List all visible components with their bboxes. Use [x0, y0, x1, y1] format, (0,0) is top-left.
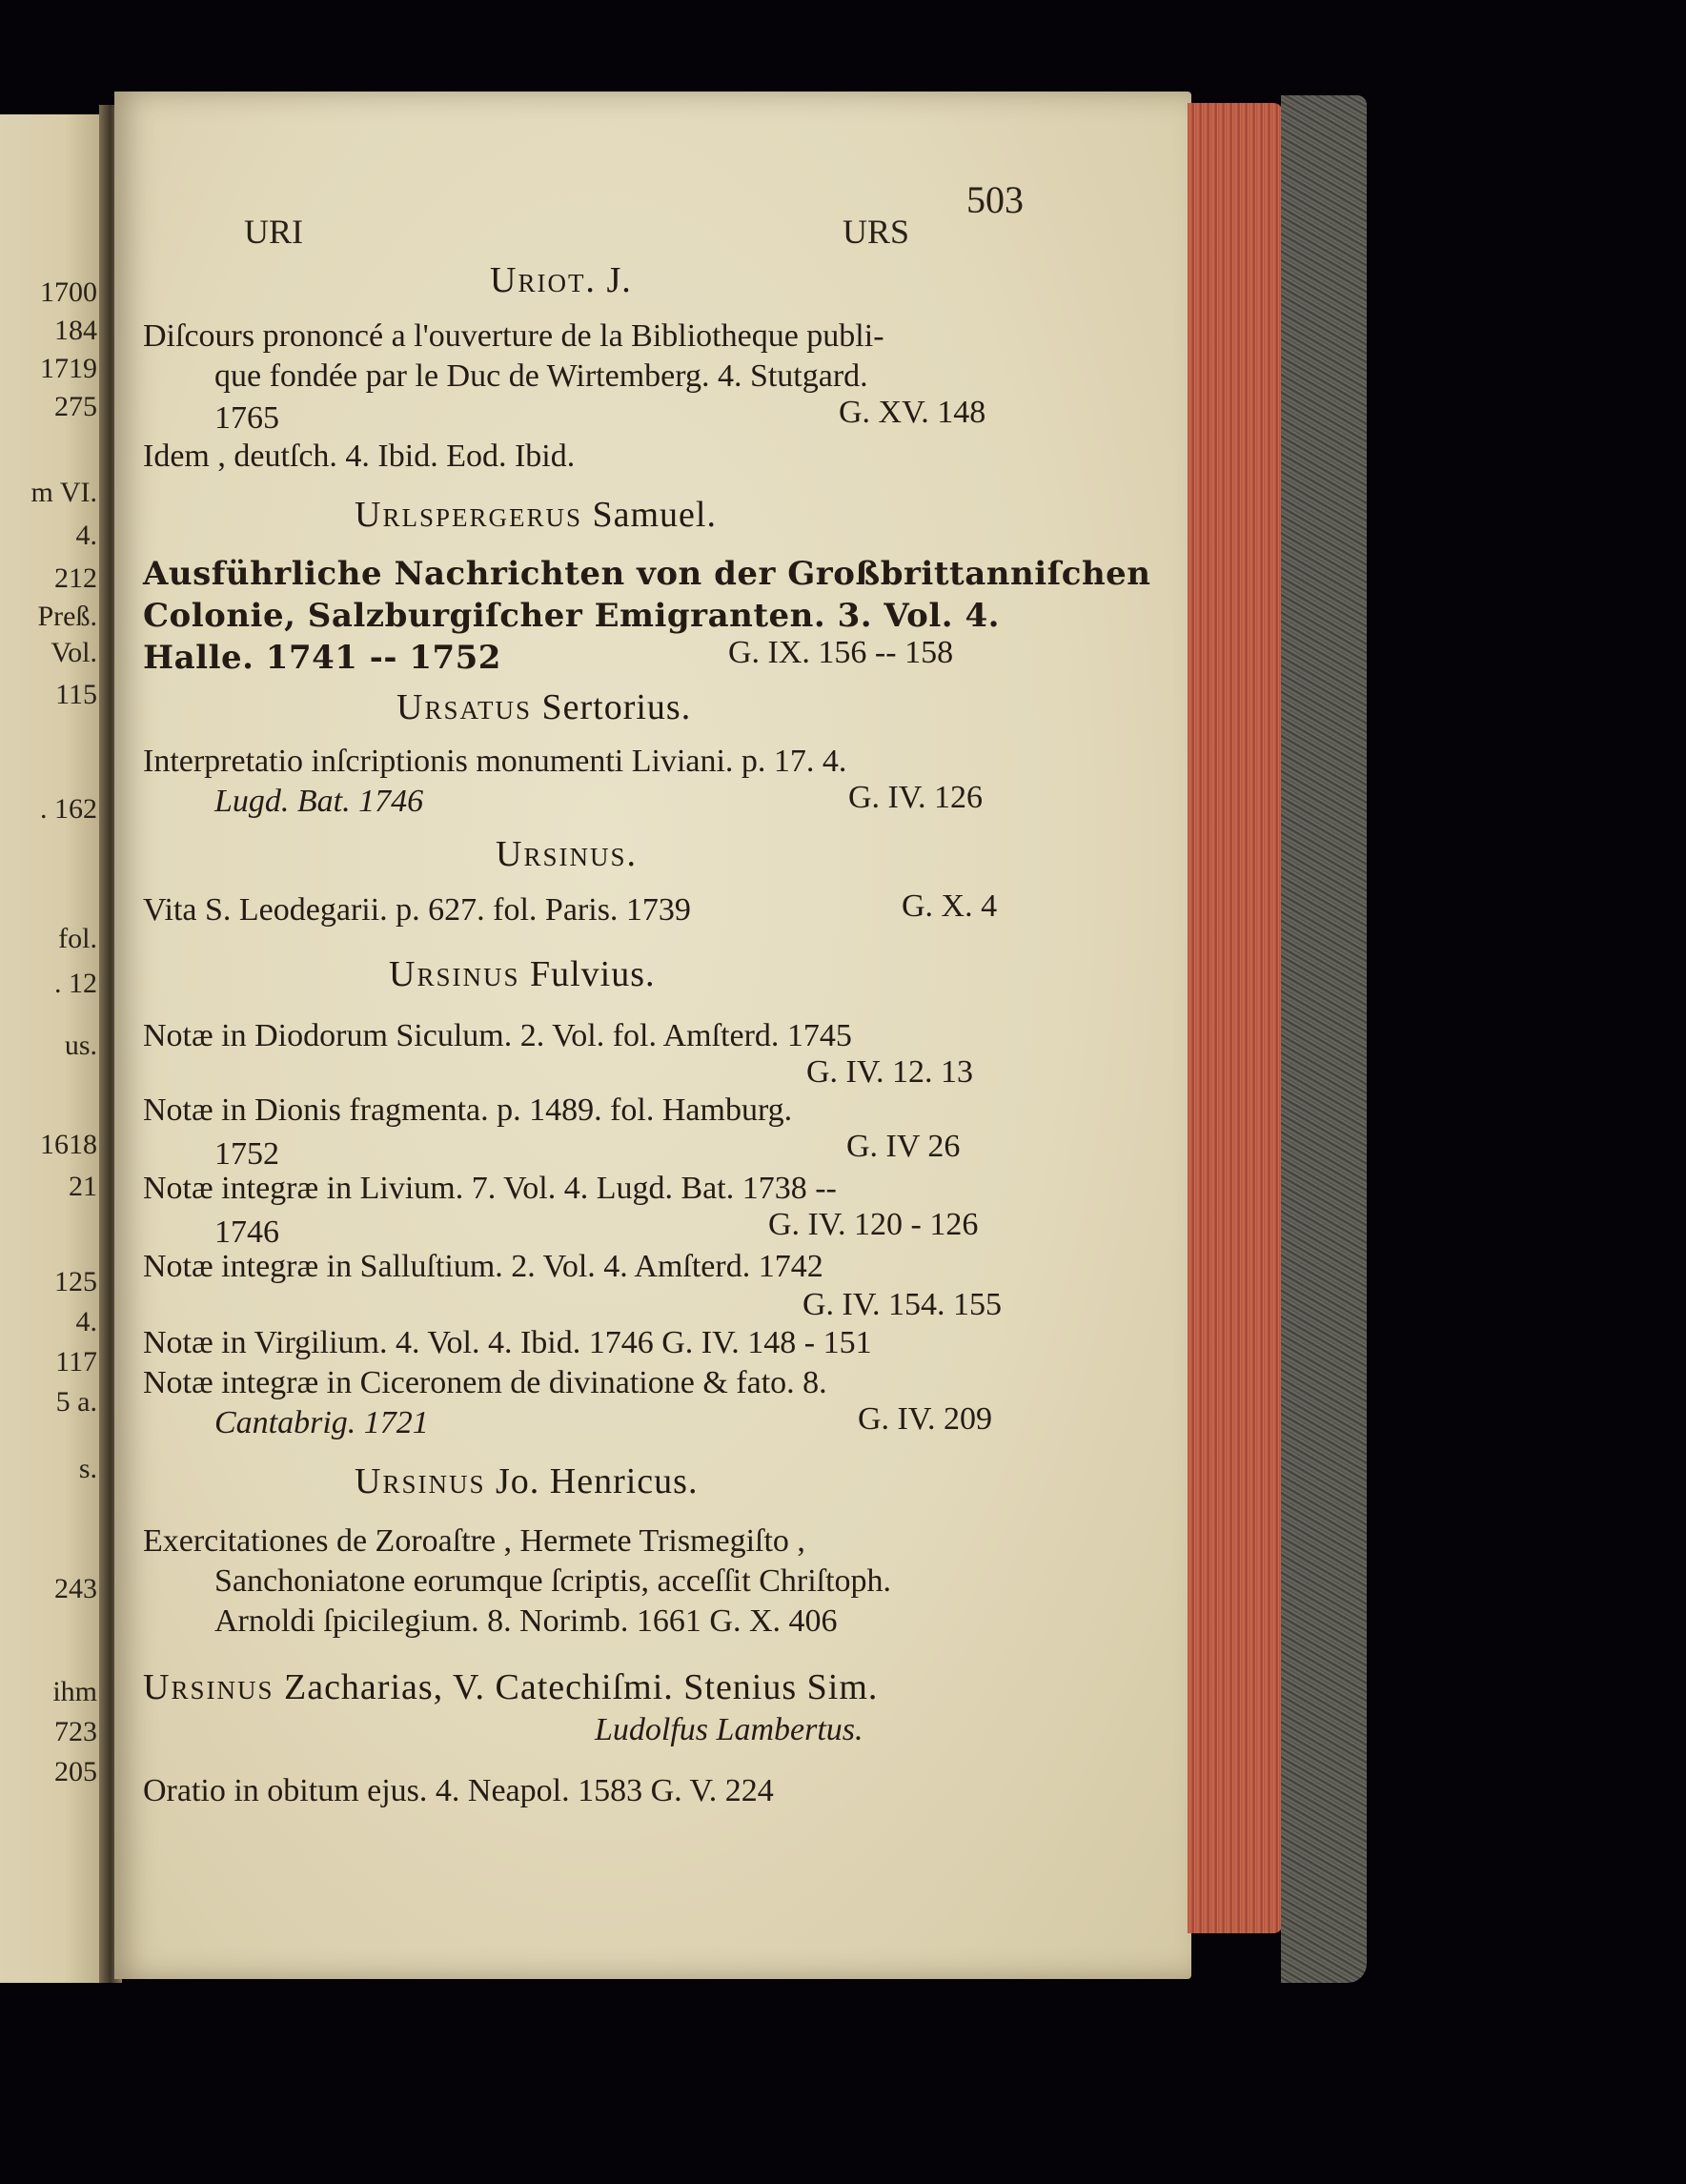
entry-line: Exercitationes de Zoroaſtre , Hermete Trismegiſto ,	[143, 1523, 805, 1559]
entry-line: Colonie, Salzburgiſcher Emigranten. 3. Vol. 4.	[143, 597, 1000, 635]
margin-fragment: 4.	[75, 520, 97, 551]
shelf-mark: G. IV. 154. 155	[802, 1287, 1003, 1322]
shelf-mark: G. IV. 12. 13	[806, 1054, 974, 1090]
page-number: 503	[966, 178, 1024, 221]
margin-fragment: 4.	[75, 1306, 97, 1337]
entry-line: 1765	[214, 400, 279, 436]
entry-heading: Uriot. J.	[490, 260, 632, 300]
entry-heading: Ursinus.	[496, 834, 638, 874]
margin-fragment: 205	[54, 1756, 97, 1787]
shelf-mark: G. IV 26	[846, 1129, 961, 1164]
book-cover	[1281, 95, 1367, 1983]
entry-line: Diſcours prononcé a l'ouverture de la Bibliotheque publi-	[143, 318, 884, 354]
margin-fragment: 21	[69, 1171, 97, 1202]
entry-line: Notæ integræ in Ciceronem de divinatione & fato. 8.	[143, 1365, 827, 1400]
entry-line: Cantabrig. 1721	[214, 1405, 429, 1440]
shelf-mark: G. IX. 156 -- 158	[728, 635, 954, 670]
margin-fragment: us.	[64, 1030, 97, 1061]
margin-fragment: . 162	[40, 793, 97, 825]
entry-line: Notæ in Diodorum Siculum. 2. Vol. fol. Amſterd. 1745	[143, 1018, 852, 1053]
margin-fragment: 184	[54, 315, 97, 346]
running-head-right: URS	[843, 213, 910, 251]
shelf-mark: G. IV. 209	[858, 1401, 993, 1437]
entry-heading: Ursinus Fulvius.	[389, 954, 656, 994]
shelf-mark: G. XV. 148	[839, 395, 986, 430]
entry-line: 1752	[214, 1136, 279, 1172]
page-edges	[1188, 103, 1283, 1933]
entry-line: Sanchoniatone eorumque ſcriptis, acceſſit Chriſtoph.	[214, 1563, 892, 1599]
margin-fragment: 117	[55, 1346, 97, 1378]
entry-line: Lugd. Bat. 1746	[214, 784, 424, 819]
margin-fragment: 125	[54, 1266, 97, 1297]
entry-line: Oratio in obitum ejus. 4. Neapol. 1583 G. V. 224	[143, 1773, 774, 1808]
margin-fragment: Preß.	[37, 601, 97, 632]
margin-fragment: fol.	[58, 923, 97, 954]
margin-fragment: 1719	[40, 353, 97, 384]
margin-fragment: 1700	[40, 276, 97, 308]
margin-fragment: 275	[54, 391, 97, 422]
entry-line: que fondée par le Duc de Wirtemberg. 4. Stutgard.	[214, 358, 868, 394]
shelf-mark: G. IV. 126	[848, 780, 984, 815]
entry-line: Notæ in Virgilium. 4. Vol. 4. Ibid. 1746 G. IV. 148 - 151	[143, 1325, 872, 1360]
margin-fragment: 723	[54, 1716, 97, 1747]
entry-line: Arnoldi ſpicilegium. 8. Norimb. 1661 G. X. 406	[214, 1603, 838, 1639]
entry-line: Halle. 1741 -- 1752	[143, 639, 501, 677]
left-page	[0, 114, 107, 1983]
margin-fragment: . 12	[54, 968, 97, 999]
running-head-left: URI	[244, 213, 303, 251]
margin-fragment: 115	[55, 679, 97, 710]
entry-heading: Urlspergerus Samuel.	[355, 495, 717, 535]
margin-fragment: 212	[54, 562, 97, 594]
margin-fragment: s.	[78, 1453, 97, 1484]
entry-line: Ludolfus Lambertus.	[595, 1712, 863, 1747]
entry-line: Notæ in Dionis fragmenta. p. 1489. fol. Hamburg.	[143, 1092, 793, 1128]
entry-line: 1746	[214, 1214, 279, 1250]
entry-line: Interpretatio inſcriptionis monumenti Liviani. p. 17. 4.	[143, 744, 847, 779]
margin-fragment: ihm	[52, 1676, 97, 1707]
entry-heading: Ursinus Zacharias, V. Catechiſmi. Stenius Sim.	[143, 1667, 879, 1707]
entry-line: Notæ integræ in Salluſtium. 2. Vol. 4. Amſterd. 1742	[143, 1249, 823, 1284]
entry-heading: Ursatus Sertorius.	[396, 687, 692, 727]
entry-line: Ausführliche Nachrichten von der Großbrittanniſchen	[143, 555, 1151, 593]
margin-fragment: 5 a.	[55, 1386, 97, 1418]
entry-line: Notæ integræ in Livium. 7. Vol. 4. Lugd. Bat. 1738 --	[143, 1171, 837, 1206]
margin-fragment: 243	[54, 1573, 97, 1604]
left-page-margin-text	[0, 114, 107, 1983]
entry-line: Vita S. Leodegarii. p. 627. fol. Paris. 1739	[143, 892, 691, 928]
margin-fragment: Vol.	[51, 637, 97, 668]
margin-fragment: 1618	[40, 1129, 97, 1160]
entry-line: Idem , deutſch. 4. Ibid. Eod. Ibid.	[143, 439, 576, 474]
margin-fragment: m VI.	[30, 477, 97, 508]
shelf-mark: G. X. 4	[902, 888, 998, 924]
entry-heading: Ursinus Jo. Henricus.	[355, 1461, 699, 1501]
shelf-mark: G. IV. 120 - 126	[768, 1207, 979, 1242]
